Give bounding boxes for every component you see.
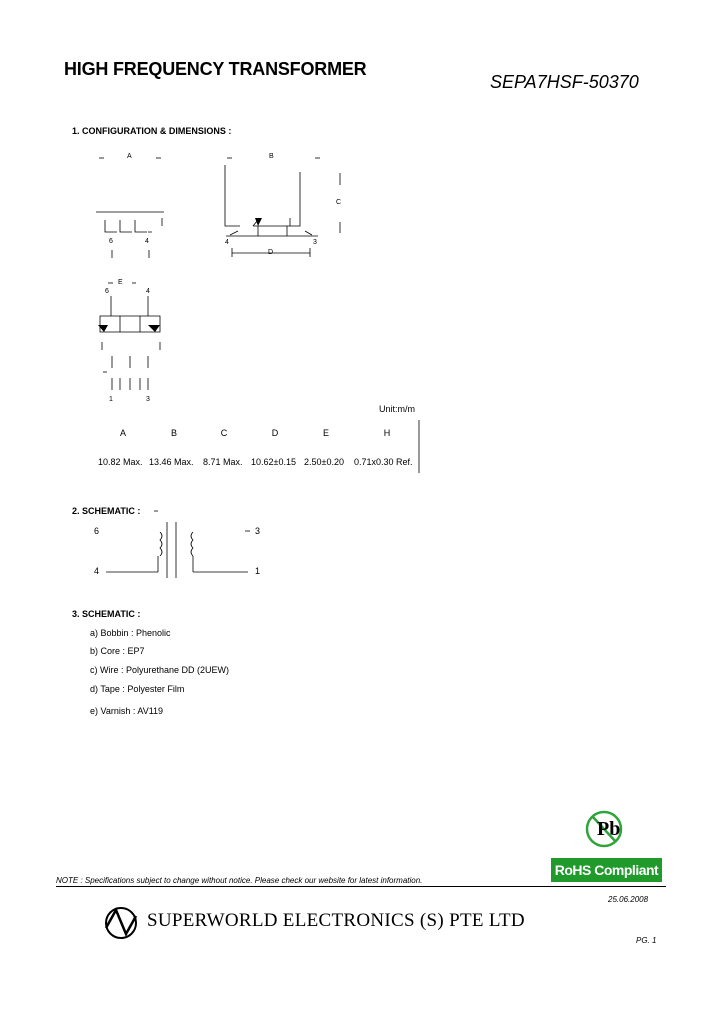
dim-label-e: E: [118, 279, 123, 286]
table-cell: 13.46 Max.: [149, 457, 194, 467]
page-number: PG. 1: [636, 936, 657, 945]
table-header: D: [271, 428, 279, 438]
dim-label-d: D: [268, 249, 274, 256]
schematic-pin-3: 3: [255, 526, 261, 536]
schematic-pin-1: 1: [255, 566, 261, 576]
table-cell: 8.71 Max.: [203, 457, 243, 467]
pin-label-3-side: 3: [313, 239, 317, 246]
table-cell: 2.50±0.20: [304, 457, 344, 467]
material-item: b) Core : EP7: [90, 646, 145, 656]
document-title: HIGH FREQUENCY TRANSFORMER: [64, 59, 367, 79]
pb-symbol-text: Pb: [597, 818, 621, 840]
material-item: d) Tape : Polyester Film: [90, 684, 185, 694]
pin-label-6-top: 6: [109, 238, 113, 245]
table-header: A: [119, 428, 126, 438]
footer-note: NOTE : Specifications subject to change without notice. Please check our website for latest information.: [56, 876, 423, 885]
section-2-heading: 2. SCHEMATIC :: [72, 506, 141, 516]
pin-label-1-bottom: 1: [109, 396, 113, 403]
schematic-pin-4: 4: [94, 566, 100, 576]
section-1-heading: 1. CONFIGURATION & DIMENSIONS :: [72, 126, 232, 136]
table-cell: 0.71x0.30 Ref.: [354, 457, 413, 467]
material-item: a) Bobbin : Phenolic: [90, 628, 171, 638]
company-name: SUPERWORLD ELECTRONICS (S) PTE LTD: [147, 910, 525, 931]
document-date: 25.06.2008: [608, 895, 649, 904]
table-cell: 10.82 Max.: [98, 457, 143, 467]
table-header: C: [220, 428, 228, 438]
pin-label-3-bottom: 3: [146, 396, 150, 403]
table-header: B: [170, 428, 177, 438]
schematic-pin-6: 6: [94, 526, 100, 536]
dim-label-a: A: [127, 153, 132, 160]
unit-label: Unit:m/m: [379, 404, 415, 414]
section-3-heading: 3. SCHEMATIC :: [72, 609, 141, 619]
footer-divider: [56, 886, 666, 887]
dim-label-c: C: [336, 199, 342, 206]
material-item: c) Wire : Polyurethane DD (2UEW): [90, 665, 230, 675]
company-logo-icon: [106, 908, 136, 938]
material-item: e) Varnish : AV119: [90, 706, 164, 716]
table-header: E: [322, 428, 329, 438]
table-cell: 10.62±0.15: [251, 457, 296, 467]
pin-label-6-bottom: 6: [105, 288, 109, 295]
pin-label-4-bottom: 4: [146, 288, 150, 295]
table-header: H: [383, 428, 391, 438]
part-number: SEPA7HSF-50370: [490, 72, 639, 92]
pin-label-4-top: 4: [145, 238, 149, 245]
dim-label-b: B: [269, 153, 274, 160]
pin-label-4-side: 4: [225, 239, 229, 246]
rohs-compliant-badge: RoHS Compliant: [551, 858, 662, 882]
